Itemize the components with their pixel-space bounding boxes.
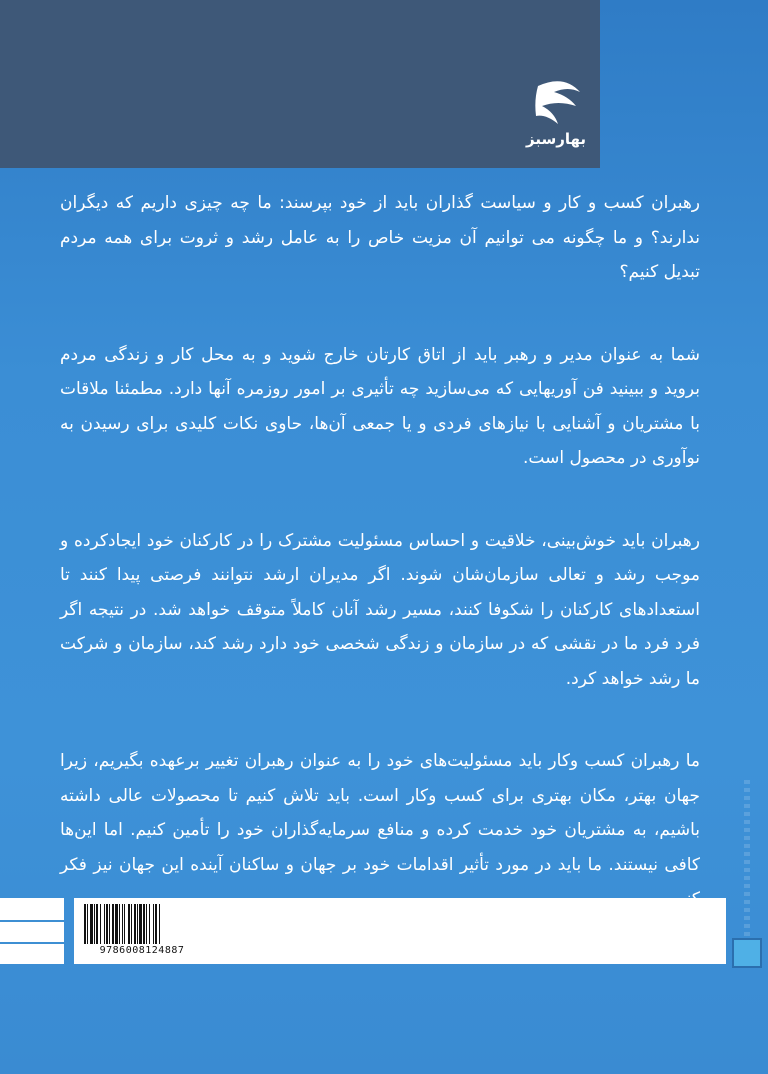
barcode-bar (153, 904, 154, 944)
barcode-bar (115, 904, 118, 944)
barcode-bar (106, 904, 108, 944)
barcode-bar (96, 904, 98, 944)
corner-mark-icon (732, 938, 762, 968)
barcode-bar (119, 904, 120, 944)
barcode-bar (124, 904, 125, 944)
barcode-bar (159, 904, 160, 944)
barcode-bar (104, 904, 105, 944)
barcode-bar (149, 904, 150, 944)
blurb-paragraph-4: ما رهبران کسب وکار باید مسئولیت‌های خود را به عنوان رهبران تغییر برعهده بگیریم، زیرا جهان بهتر، مکان بهتری برای کسب وکار است. باید تلاش کنیم تا محصولات عالی داشته باشیم، به مشتریان خود خدمت کرده و منافع سرمایه‌گذاران خود را تأمین کنیم. اما این‌ها کافی نیستند. ما باید در مورد تأثیر اقدامات خود بر جهان و ساکنان آینده این جهان نیز فکر (60, 751, 700, 875)
barcode-bar (137, 904, 138, 944)
barcode-bar (143, 904, 145, 944)
barcode-bar (84, 904, 86, 944)
blurb-text (60, 186, 700, 965)
blurb-paragraph-1: رهبران کسب و کار و سیاست گذاران باید از خود بپرسند: ما چه چیزی داریم که دیگران ندارند؟ و ما چگونه می توانیم آن مزیت خاص را به عامل رشد و ثروت برای همه مردم تبدیل کنیم؟ (60, 193, 700, 282)
barcode-bar (94, 904, 95, 944)
price-box (0, 898, 64, 964)
barcode-bar (146, 904, 147, 944)
barcode-bar (128, 904, 130, 944)
barcode-bar (100, 904, 101, 944)
barcode-bar (134, 904, 136, 944)
barcode-bar (87, 904, 88, 944)
spine-mark (744, 780, 750, 940)
top-band (0, 0, 600, 168)
price-box-line (0, 920, 64, 922)
barcode-bar (139, 904, 142, 944)
barcode-bar (90, 904, 93, 944)
barcode-bar (109, 904, 110, 944)
isbn-number: 9786008124887 (99, 945, 185, 956)
barcode-bar (155, 904, 157, 944)
blurb-paragraph-2: شما به عنوان مدیر و رهبر باید از اتاق کارتان خارج شوید و به محل کار و زندگی مردم بروید و ببینید فن آوریهایی که می‌سازید چه تأثیری بر امور روزمره آنها دارد. مطمئنا ملاقات با مشتریان و آشنایی با نیازهای فردی و یا جمعی آن‌ها، حاوی نکات کلیدی برای رسیدن به نوآوری در محصول است. (60, 344, 700, 468)
price-box-line (0, 942, 64, 944)
barcode-box (74, 898, 726, 964)
barcode-bar (122, 904, 123, 944)
barcode-bar (131, 904, 132, 944)
publisher-name: بهارسبز (525, 130, 586, 148)
barcode-bar (112, 904, 114, 944)
barcode-icon (82, 904, 202, 944)
blurb-paragraph-3: رهبران باید خوش‌بینی، خلاقیت و احساس مسئولیت مشترک را در کارکنان خود ایجادکرده و موجب رشد و تعالی سازمان‌شان شوند. اگر مدیران ارشد نتوانند فرصتی پیدا کنند تا استعدادهای کارکنان را شکوفا کنند، مسیر رشد آنان کاملاً متوقف خواهد شد. در نتیجه اگر فرد فرد ما در نقشی که در سازمان و زندگی شخصی خود دارد رشد کند، سازمان و شرکت ما رشد خواهد کرد. (60, 530, 700, 689)
